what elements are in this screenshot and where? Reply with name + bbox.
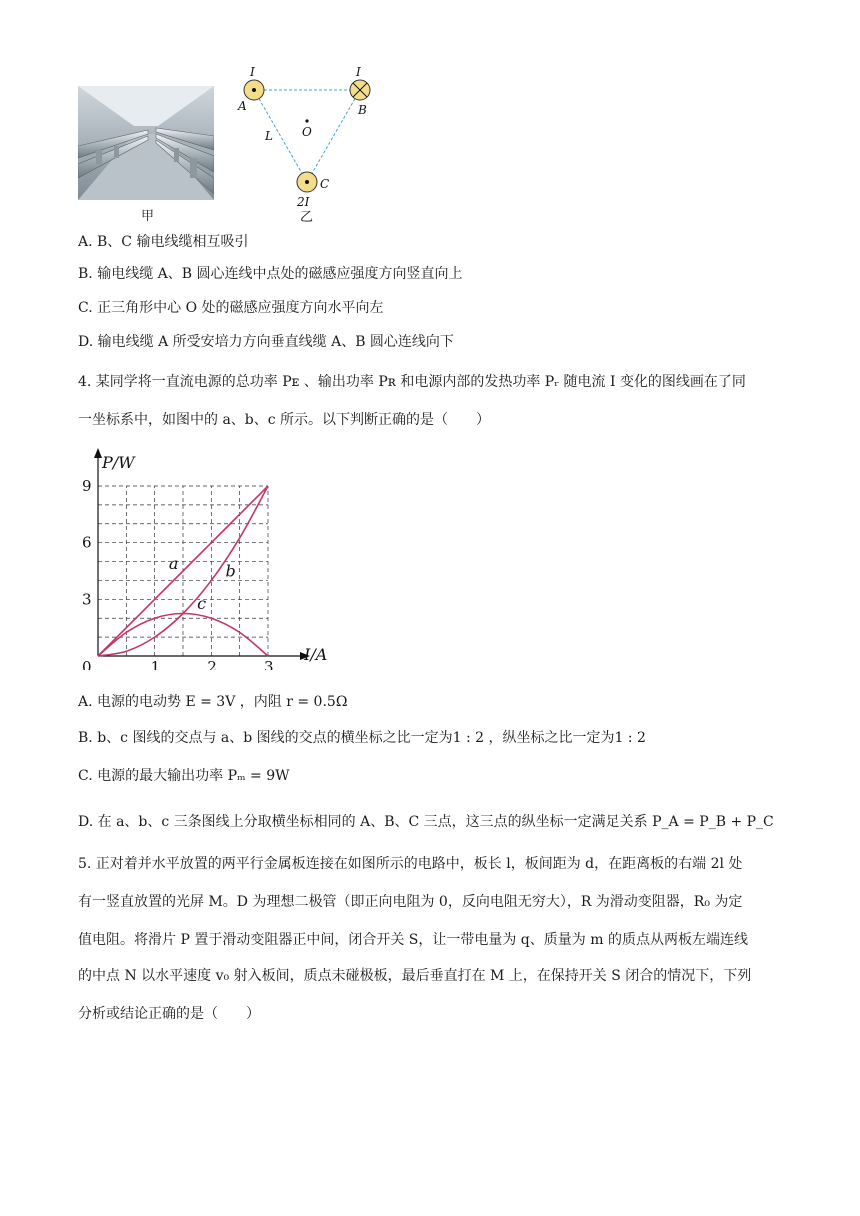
q3-option-c: C. 正三角形中心 O 处的磁感应强度方向水平向左	[78, 300, 384, 316]
figure-yi-caption: 乙	[300, 210, 314, 224]
x-tick-label: 2	[207, 658, 217, 670]
y-tick-label: 6	[82, 533, 92, 552]
label-l: L	[265, 129, 273, 143]
q5-line-1: 5. 正对着并水平放置的两平行金属板连接在如图所示的电路中，板长 l，板间距为 d，在距离板的右端 2l 处	[78, 856, 743, 872]
q4-stem-line-2: 一坐标系中，如图中的 a、b、c 所示。以下判断正确的是（ ）	[78, 412, 491, 428]
y-axis-arrow	[94, 448, 102, 458]
q5-line-3: 值电阻。将滑片 P 置于滑动变阻器正中间，闭合开关 S，让一带电量为 q、质量为 m 的质点从两板左端连线	[78, 932, 748, 948]
q5-line-5: 分析或结论正确的是（ ）	[78, 1006, 260, 1022]
label-o: O	[302, 125, 312, 139]
q4-stem-line-1: 4. 某同学将一直流电源的总功率 Pᴇ 、输出功率 Pʀ 和电源内部的发热功率 Pᵣ 随电流 I 变化的图线画在了同	[78, 374, 746, 390]
label-a: A	[238, 99, 247, 113]
series-label-a: a	[168, 554, 179, 574]
q3-option-d: D. 输电线缆 A 所受安培力方向垂直线缆 A、B 圆心连线向下	[78, 334, 454, 350]
x-tick-label: 1	[150, 658, 161, 670]
y-axis-label: P/W	[102, 453, 135, 472]
q4-option-b: B. b、c 图线的交点与 a、b 图线的交点的横坐标之比一定为1 : 2 ，纵坐标之比一定为1 : 2	[78, 730, 646, 746]
figure-jia-caption: 甲	[141, 209, 155, 224]
label-b: B	[358, 103, 367, 117]
series-line-a	[98, 486, 268, 656]
label-ic: 2I	[297, 195, 310, 209]
power-current-chart	[70, 440, 350, 674]
label-c: C	[320, 177, 330, 191]
center-point	[305, 119, 308, 122]
cable-c	[297, 172, 317, 192]
q5-line-4: 的中点 N 以水平速度 v₀ 射入板间，质点未碰极板，最后垂直打在 M 上，在保持开关 S 闭合的情况下，下列	[78, 968, 752, 984]
label-ia: I	[250, 65, 255, 79]
x-tick-label: 3	[264, 658, 274, 670]
q4-option-a: A. 电源的电动势 E = 3V ，内阻 r = 0.5Ω	[78, 694, 348, 710]
series-label-c: c	[197, 593, 207, 613]
q5-line-2: 有一竖直放置的光屏 M。D 为理想二极管（即正向电阻为 0，反向电阻无穷大），R 为滑动变阻器，R₀ 为定	[78, 894, 743, 910]
cable-a	[244, 80, 264, 100]
side-bc	[307, 90, 360, 182]
q3-option-a: A. B、C 输电线缆相互吸引	[78, 234, 249, 250]
q4-option-c: C. 电源的最大输出功率 Pₘ = 9W	[78, 768, 290, 784]
side-ac	[254, 90, 307, 182]
cable-tunnel-photo	[78, 86, 214, 200]
x-tick-label: 0	[82, 658, 92, 670]
q4-option-d: D. 在 a、b、c 三条图线上分取横坐标相同的 A、B、C 三点，这三点的纵坐标一定满足关系 P_A = P_B + P_C	[78, 814, 774, 830]
y-tick-label: 3	[82, 590, 92, 609]
cable-b	[350, 80, 370, 100]
cable-triangle-diagram	[232, 64, 392, 228]
q3-option-b: B. 输电线缆 A、B 圆心连线中点处的磁感应强度方向竖直向上	[78, 266, 463, 282]
series-label-b: b	[225, 561, 236, 581]
label-ib: I	[356, 65, 361, 79]
x-axis-label: I/A	[304, 645, 328, 664]
y-tick-label: 9	[82, 477, 92, 495]
